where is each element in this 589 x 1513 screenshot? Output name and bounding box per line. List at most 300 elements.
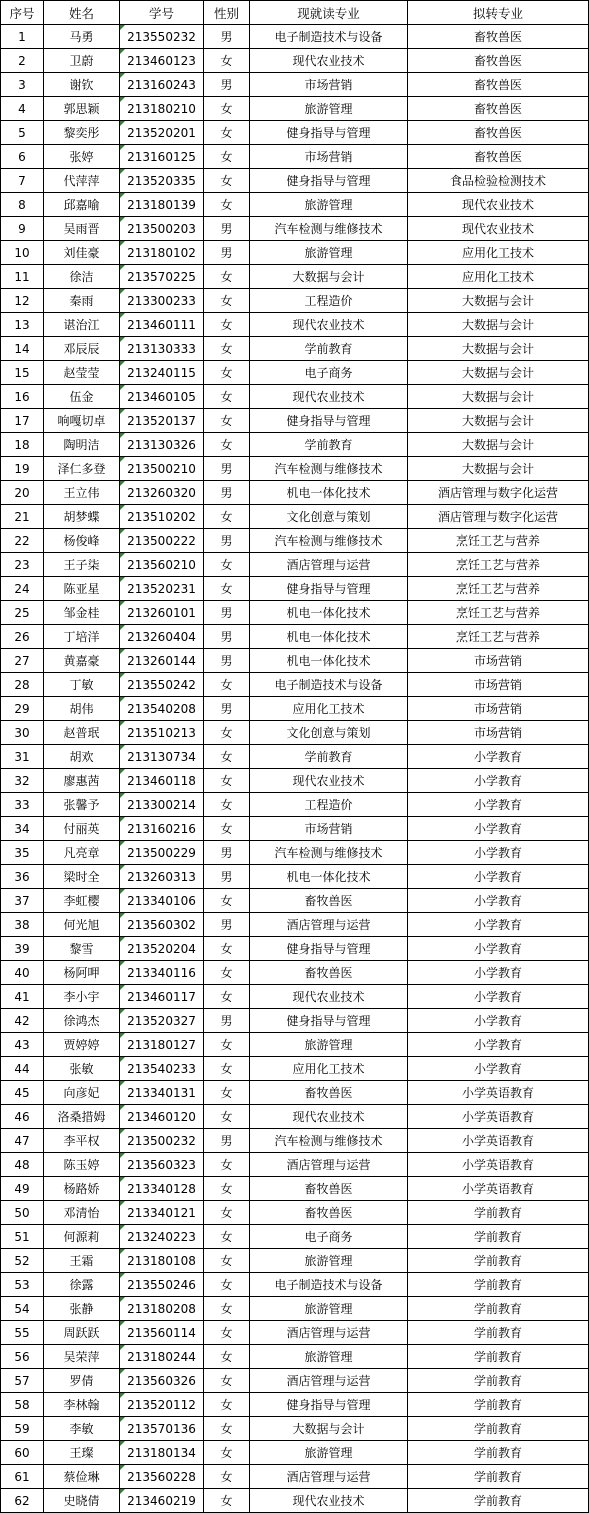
cell-gender: 女 [204, 1057, 250, 1081]
cell-gender: 女 [204, 745, 250, 769]
table-row [1, 961, 589, 985]
cell-target-major: 小学教育 [408, 817, 589, 841]
cell-current-major: 机电一体化技术 [250, 481, 408, 505]
cell-name: 张静 [44, 1297, 120, 1321]
cell-name: 张馨予 [44, 793, 120, 817]
cell-gender: 女 [204, 265, 250, 289]
cell-student-id: 213130326 [120, 433, 204, 457]
cell-current-major: 应用化工技术 [250, 697, 408, 721]
cell-no: 14 [1, 337, 44, 361]
cell-name: 胡梦蝶 [44, 505, 120, 529]
header-name: 姓名 [44, 1, 120, 25]
cell-student-id: 213560326 [120, 1369, 204, 1393]
cell-current-major: 畜牧兽医 [250, 1081, 408, 1105]
cell-student-id: 213560228 [120, 1465, 204, 1489]
table-row [1, 913, 589, 937]
table-row [1, 1225, 589, 1249]
cell-name: 代萍萍 [44, 169, 120, 193]
cell-name: 丁敏 [44, 673, 120, 697]
table-row [1, 745, 589, 769]
cell-gender: 女 [204, 1249, 250, 1273]
cell-target-major: 现代农业技术 [408, 193, 589, 217]
cell-target-major: 食品检验检测技术 [408, 169, 589, 193]
cell-gender: 男 [204, 865, 250, 889]
cell-student-id: 213460117 [120, 985, 204, 1009]
cell-gender: 女 [204, 505, 250, 529]
table-row [1, 1177, 589, 1201]
cell-gender: 男 [204, 73, 250, 97]
cell-name: 杨路娇 [44, 1177, 120, 1201]
cell-no: 52 [1, 1249, 44, 1273]
cell-current-major: 现代农业技术 [250, 385, 408, 409]
cell-target-major: 小学教育 [408, 889, 589, 913]
table-row [1, 697, 589, 721]
table-body [1, 25, 589, 1513]
cell-name: 王立伟 [44, 481, 120, 505]
cell-gender: 女 [204, 1297, 250, 1321]
cell-gender: 男 [204, 529, 250, 553]
cell-gender: 男 [204, 1009, 250, 1033]
cell-student-id: 213260144 [120, 649, 204, 673]
cell-current-major: 电子商务 [250, 1225, 408, 1249]
cell-student-id: 213460105 [120, 385, 204, 409]
cell-name: 凡亮章 [44, 841, 120, 865]
cell-gender: 男 [204, 913, 250, 937]
cell-no: 21 [1, 505, 44, 529]
cell-student-id: 213460123 [120, 49, 204, 73]
cell-name: 吴雨晋 [44, 217, 120, 241]
cell-student-id: 213460120 [120, 1105, 204, 1129]
cell-target-major: 小学教育 [408, 769, 589, 793]
cell-target-major: 畜牧兽医 [408, 145, 589, 169]
table-row [1, 337, 589, 361]
cell-current-major: 现代农业技术 [250, 313, 408, 337]
cell-no: 49 [1, 1177, 44, 1201]
table-row [1, 889, 589, 913]
table-row [1, 217, 589, 241]
cell-no: 37 [1, 889, 44, 913]
cell-gender: 女 [204, 961, 250, 985]
cell-no: 5 [1, 121, 44, 145]
cell-student-id: 213340131 [120, 1081, 204, 1105]
cell-no: 28 [1, 673, 44, 697]
cell-current-major: 机电一体化技术 [250, 601, 408, 625]
cell-student-id: 213180210 [120, 97, 204, 121]
cell-current-major: 旅游管理 [250, 1249, 408, 1273]
cell-target-major: 烹饪工艺与营养 [408, 577, 589, 601]
cell-gender: 女 [204, 1489, 250, 1513]
cell-target-major: 学前教育 [408, 1465, 589, 1489]
cell-name: 李林翰 [44, 1393, 120, 1417]
cell-student-id: 213520327 [120, 1009, 204, 1033]
cell-gender: 女 [204, 121, 250, 145]
cell-gender: 女 [204, 793, 250, 817]
cell-target-major: 学前教育 [408, 1345, 589, 1369]
cell-target-major: 小学教育 [408, 745, 589, 769]
cell-student-id: 213520204 [120, 937, 204, 961]
table-row [1, 1057, 589, 1081]
table-row [1, 1033, 589, 1057]
table-row [1, 1441, 589, 1465]
cell-no: 13 [1, 313, 44, 337]
header-current-major: 现就读专业 [250, 1, 408, 25]
cell-gender: 女 [204, 1081, 250, 1105]
cell-current-major: 健身指导与管理 [250, 169, 408, 193]
cell-target-major: 小学教育 [408, 1009, 589, 1033]
cell-gender: 女 [204, 289, 250, 313]
cell-name: 徐洁 [44, 265, 120, 289]
cell-gender: 女 [204, 193, 250, 217]
cell-gender: 女 [204, 409, 250, 433]
cell-gender: 男 [204, 625, 250, 649]
cell-student-id: 213340128 [120, 1177, 204, 1201]
cell-student-id: 213520231 [120, 577, 204, 601]
cell-target-major: 小学教育 [408, 865, 589, 889]
cell-student-id: 213180134 [120, 1441, 204, 1465]
cell-current-major: 机电一体化技术 [250, 625, 408, 649]
cell-no: 19 [1, 457, 44, 481]
cell-gender: 女 [204, 673, 250, 697]
cell-current-major: 文化创意与策划 [250, 505, 408, 529]
cell-no: 50 [1, 1201, 44, 1225]
table-row [1, 1153, 589, 1177]
cell-name: 付丽英 [44, 817, 120, 841]
cell-gender: 女 [204, 1201, 250, 1225]
cell-target-major: 市场营销 [408, 649, 589, 673]
cell-no: 24 [1, 577, 44, 601]
cell-name: 吴荣萍 [44, 1345, 120, 1369]
cell-current-major: 畜牧兽医 [250, 961, 408, 985]
cell-gender: 女 [204, 1465, 250, 1489]
table-row [1, 577, 589, 601]
cell-gender: 男 [204, 601, 250, 625]
cell-target-major: 小学英语教育 [408, 1153, 589, 1177]
cell-name: 邱嘉喻 [44, 193, 120, 217]
cell-current-major: 畜牧兽医 [250, 889, 408, 913]
table-row [1, 265, 589, 289]
cell-student-id: 213460219 [120, 1489, 204, 1513]
cell-gender: 女 [204, 577, 250, 601]
cell-no: 12 [1, 289, 44, 313]
cell-current-major: 现代农业技术 [250, 1489, 408, 1513]
cell-student-id: 213520335 [120, 169, 204, 193]
cell-no: 1 [1, 25, 44, 49]
cell-student-id: 213500229 [120, 841, 204, 865]
cell-no: 61 [1, 1465, 44, 1489]
cell-target-major: 大数据与会计 [408, 289, 589, 313]
cell-target-major: 酒店管理与数字化运营 [408, 505, 589, 529]
table-row [1, 985, 589, 1009]
cell-student-id: 213180244 [120, 1345, 204, 1369]
cell-current-major: 大数据与会计 [250, 265, 408, 289]
cell-target-major: 学前教育 [408, 1417, 589, 1441]
cell-current-major: 健身指导与管理 [250, 121, 408, 145]
table-row [1, 1201, 589, 1225]
cell-no: 30 [1, 721, 44, 745]
cell-gender: 女 [204, 145, 250, 169]
cell-current-major: 大数据与会计 [250, 1417, 408, 1441]
table-row [1, 1369, 589, 1393]
table-row [1, 313, 589, 337]
cell-name: 刘佳豪 [44, 241, 120, 265]
cell-target-major: 小学教育 [408, 841, 589, 865]
cell-name: 谢钦 [44, 73, 120, 97]
cell-student-id: 213520201 [120, 121, 204, 145]
table-row [1, 97, 589, 121]
table-row [1, 841, 589, 865]
cell-no: 44 [1, 1057, 44, 1081]
cell-target-major: 小学英语教育 [408, 1081, 589, 1105]
cell-no: 60 [1, 1441, 44, 1465]
cell-no: 23 [1, 553, 44, 577]
cell-current-major: 健身指导与管理 [250, 577, 408, 601]
cell-name: 黄嘉豪 [44, 649, 120, 673]
cell-gender: 女 [204, 385, 250, 409]
table-row [1, 1273, 589, 1297]
cell-no: 29 [1, 697, 44, 721]
cell-gender: 女 [204, 313, 250, 337]
cell-name: 贾婷婷 [44, 1033, 120, 1057]
cell-current-major: 现代农业技术 [250, 1105, 408, 1129]
header-gender: 性别 [204, 1, 250, 25]
cell-gender: 女 [204, 1345, 250, 1369]
cell-target-major: 小学教育 [408, 1033, 589, 1057]
table-row [1, 49, 589, 73]
cell-current-major: 健身指导与管理 [250, 1009, 408, 1033]
cell-student-id: 213180139 [120, 193, 204, 217]
cell-student-id: 213180127 [120, 1033, 204, 1057]
cell-gender: 女 [204, 97, 250, 121]
cell-gender: 男 [204, 649, 250, 673]
table-row [1, 1417, 589, 1441]
cell-current-major: 旅游管理 [250, 241, 408, 265]
cell-student-id: 213240115 [120, 361, 204, 385]
cell-gender: 女 [204, 1153, 250, 1177]
cell-student-id: 213300233 [120, 289, 204, 313]
cell-no: 46 [1, 1105, 44, 1129]
header-no: 序号 [1, 1, 44, 25]
cell-name: 马勇 [44, 25, 120, 49]
cell-current-major: 汽车检测与维修技术 [250, 457, 408, 481]
cell-target-major: 学前教育 [408, 1441, 589, 1465]
cell-no: 53 [1, 1273, 44, 1297]
cell-student-id: 213180102 [120, 241, 204, 265]
table-row [1, 529, 589, 553]
cell-current-major: 电子商务 [250, 361, 408, 385]
cell-name: 赵莹莹 [44, 361, 120, 385]
cell-no: 9 [1, 217, 44, 241]
table-row [1, 1489, 589, 1513]
cell-name: 胡伟 [44, 697, 120, 721]
cell-name: 王子柒 [44, 553, 120, 577]
cell-name: 杨俊峰 [44, 529, 120, 553]
cell-gender: 女 [204, 49, 250, 73]
cell-current-major: 旅游管理 [250, 1297, 408, 1321]
table-row [1, 1297, 589, 1321]
cell-no: 40 [1, 961, 44, 985]
cell-target-major: 大数据与会计 [408, 337, 589, 361]
cell-no: 43 [1, 1033, 44, 1057]
cell-target-major: 大数据与会计 [408, 457, 589, 481]
cell-student-id: 213560114 [120, 1321, 204, 1345]
cell-target-major: 畜牧兽医 [408, 97, 589, 121]
cell-student-id: 213340106 [120, 889, 204, 913]
table-row [1, 1345, 589, 1369]
cell-current-major: 酒店管理与运营 [250, 913, 408, 937]
cell-current-major: 旅游管理 [250, 97, 408, 121]
cell-student-id: 213550242 [120, 673, 204, 697]
cell-gender: 女 [204, 721, 250, 745]
cell-name: 张婷 [44, 145, 120, 169]
cell-target-major: 小学教育 [408, 913, 589, 937]
cell-gender: 女 [204, 1033, 250, 1057]
table-row [1, 1393, 589, 1417]
cell-gender: 男 [204, 1129, 250, 1153]
cell-student-id: 213260313 [120, 865, 204, 889]
cell-current-major: 畜牧兽医 [250, 1177, 408, 1201]
cell-name: 响嘎切卓 [44, 409, 120, 433]
cell-no: 42 [1, 1009, 44, 1033]
cell-current-major: 学前教育 [250, 433, 408, 457]
cell-target-major: 学前教育 [408, 1225, 589, 1249]
cell-current-major: 旅游管理 [250, 1345, 408, 1369]
cell-current-major: 学前教育 [250, 745, 408, 769]
table-row [1, 601, 589, 625]
cell-name: 陈亚星 [44, 577, 120, 601]
cell-name: 张敏 [44, 1057, 120, 1081]
cell-no: 57 [1, 1369, 44, 1393]
cell-target-major: 小学英语教育 [408, 1105, 589, 1129]
cell-target-major: 学前教育 [408, 1201, 589, 1225]
cell-student-id: 213570136 [120, 1417, 204, 1441]
cell-gender: 女 [204, 937, 250, 961]
cell-name: 卫蔚 [44, 49, 120, 73]
cell-no: 56 [1, 1345, 44, 1369]
cell-gender: 女 [204, 337, 250, 361]
cell-gender: 女 [204, 889, 250, 913]
table-row [1, 625, 589, 649]
cell-name: 胡欢 [44, 745, 120, 769]
cell-student-id: 213500232 [120, 1129, 204, 1153]
cell-name: 黎奕彤 [44, 121, 120, 145]
table-row [1, 1465, 589, 1489]
cell-student-id: 213180108 [120, 1249, 204, 1273]
cell-current-major: 市场营销 [250, 817, 408, 841]
cell-gender: 男 [204, 217, 250, 241]
cell-name: 丁培洋 [44, 625, 120, 649]
cell-gender: 女 [204, 553, 250, 577]
cell-target-major: 大数据与会计 [408, 361, 589, 385]
cell-target-major: 小学英语教育 [408, 1177, 589, 1201]
cell-student-id: 213260101 [120, 601, 204, 625]
cell-no: 58 [1, 1393, 44, 1417]
cell-no: 32 [1, 769, 44, 793]
cell-target-major: 学前教育 [408, 1297, 589, 1321]
cell-target-major: 学前教育 [408, 1249, 589, 1273]
table-row [1, 793, 589, 817]
cell-name: 徐鸿杰 [44, 1009, 120, 1033]
table-row [1, 1009, 589, 1033]
cell-name: 黎雪 [44, 937, 120, 961]
cell-target-major: 畜牧兽医 [408, 121, 589, 145]
cell-gender: 女 [204, 985, 250, 1009]
cell-no: 38 [1, 913, 44, 937]
cell-name: 赵普珉 [44, 721, 120, 745]
cell-student-id: 213180208 [120, 1297, 204, 1321]
cell-no: 27 [1, 649, 44, 673]
cell-no: 41 [1, 985, 44, 1009]
cell-gender: 女 [204, 361, 250, 385]
cell-no: 55 [1, 1321, 44, 1345]
cell-no: 48 [1, 1153, 44, 1177]
table-row [1, 457, 589, 481]
cell-target-major: 学前教育 [408, 1273, 589, 1297]
cell-student-id: 213340116 [120, 961, 204, 985]
cell-no: 10 [1, 241, 44, 265]
cell-name: 秦雨 [44, 289, 120, 313]
cell-student-id: 213570225 [120, 265, 204, 289]
cell-target-major: 畜牧兽医 [408, 73, 589, 97]
table-row [1, 73, 589, 97]
cell-no: 51 [1, 1225, 44, 1249]
table-row [1, 193, 589, 217]
table-row [1, 505, 589, 529]
cell-current-major: 工程造价 [250, 289, 408, 313]
cell-no: 7 [1, 169, 44, 193]
cell-current-major: 市场营销 [250, 73, 408, 97]
cell-student-id: 213260320 [120, 481, 204, 505]
table-row [1, 937, 589, 961]
table-row [1, 25, 589, 49]
cell-student-id: 213520137 [120, 409, 204, 433]
cell-no: 26 [1, 625, 44, 649]
cell-name: 徐露 [44, 1273, 120, 1297]
cell-student-id: 213460111 [120, 313, 204, 337]
cell-target-major: 烹饪工艺与营养 [408, 553, 589, 577]
cell-current-major: 市场营销 [250, 145, 408, 169]
cell-current-major: 健身指导与管理 [250, 409, 408, 433]
table-row [1, 721, 589, 745]
cell-current-major: 文化创意与策划 [250, 721, 408, 745]
cell-gender: 女 [204, 1273, 250, 1297]
cell-student-id: 213130333 [120, 337, 204, 361]
cell-student-id: 213550232 [120, 25, 204, 49]
cell-current-major: 酒店管理与运营 [250, 1369, 408, 1393]
table-row [1, 169, 589, 193]
cell-target-major: 市场营销 [408, 721, 589, 745]
cell-target-major: 应用化工技术 [408, 265, 589, 289]
cell-no: 39 [1, 937, 44, 961]
cell-target-major: 烹饪工艺与营养 [408, 625, 589, 649]
cell-no: 15 [1, 361, 44, 385]
cell-student-id: 213550246 [120, 1273, 204, 1297]
cell-current-major: 酒店管理与运营 [250, 553, 408, 577]
cell-current-major: 电子制造技术与设备 [250, 25, 408, 49]
cell-gender: 男 [204, 25, 250, 49]
cell-student-id: 213130734 [120, 745, 204, 769]
table-row [1, 673, 589, 697]
cell-name: 王璨 [44, 1441, 120, 1465]
cell-target-major: 学前教育 [408, 1321, 589, 1345]
cell-name: 何光旭 [44, 913, 120, 937]
cell-current-major: 健身指导与管理 [250, 937, 408, 961]
cell-name: 洛桑措姆 [44, 1105, 120, 1129]
header-target-major: 拟转专业 [408, 1, 589, 25]
cell-student-id: 213540233 [120, 1057, 204, 1081]
table-row [1, 553, 589, 577]
cell-student-id: 213500222 [120, 529, 204, 553]
cell-gender: 男 [204, 697, 250, 721]
